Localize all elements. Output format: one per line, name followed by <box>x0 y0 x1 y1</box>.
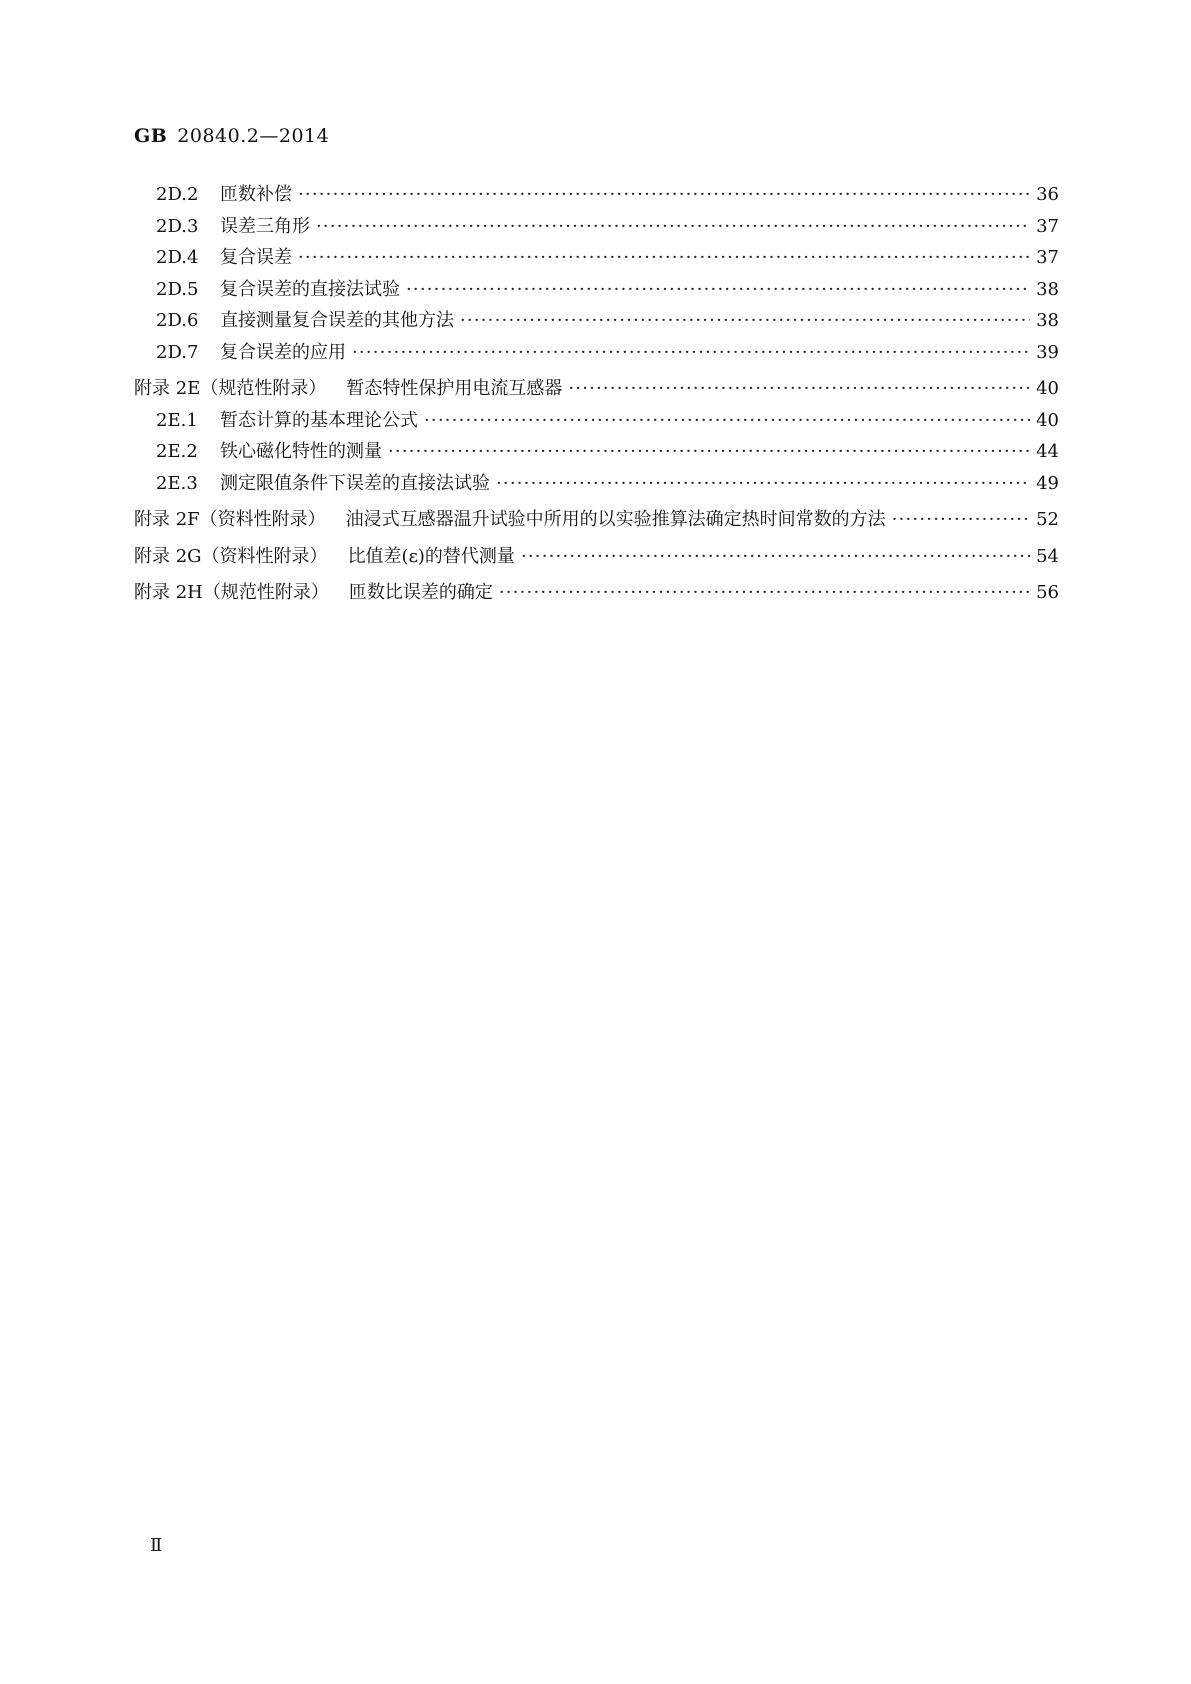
toc-entry-annex-kind: （资料性附录） <box>199 509 326 530</box>
toc-entry-page: 39 <box>1036 341 1059 363</box>
toc-entry-page: 54 <box>1036 545 1059 567</box>
toc-entry-number: 2E.2 <box>156 441 198 462</box>
toc-entry-2d2[interactable] <box>134 180 1059 212</box>
toc-entry-number: 2E.3 <box>156 472 198 494</box>
toc-entry-page: 38 <box>1036 310 1059 331</box>
toc-entry-number: 附录 2H <box>134 582 203 603</box>
toc-entry-number: 附录 2E <box>134 378 201 399</box>
toc-entry-title: 暂态计算的基本理论公式 <box>220 409 418 431</box>
toc-entry-page: 40 <box>1036 378 1059 399</box>
standard-prefix: GB <box>134 125 168 147</box>
toc-entry-number: 附录 2F <box>134 509 200 530</box>
toc-entry-title: 暂态特性保护用电流互感器 <box>346 378 563 399</box>
toc-leader-dots <box>496 473 1030 494</box>
toc-entry-annex-kind: （规范性附录） <box>202 582 329 603</box>
toc-leader-dots <box>521 546 1030 567</box>
toc-entry-2d7[interactable] <box>134 338 1059 370</box>
toc-entry-2d3[interactable] <box>134 212 1059 244</box>
toc-entry-number: 2E.1 <box>156 409 198 431</box>
toc-leader-dots <box>388 441 1030 462</box>
toc-entry-annex-2f[interactable] <box>134 505 1059 537</box>
toc-entry-page: 56 <box>1036 582 1059 603</box>
toc-leader-dots <box>352 342 1030 363</box>
toc-entry-annex-2g[interactable] <box>134 542 1059 574</box>
toc-entry-title: 比值差(ε)的替代测量 <box>347 545 515 567</box>
toc-entry-page: 49 <box>1036 472 1059 494</box>
toc-entry-title: 测定限值条件下误差的直接法试验 <box>220 472 490 494</box>
toc-entry-2e1[interactable] <box>134 406 1059 438</box>
toc-entry-page: 37 <box>1036 247 1059 268</box>
toc-entry-2e3[interactable] <box>134 469 1059 501</box>
table-of-contents <box>134 180 1059 610</box>
toc-entry-2d6[interactable] <box>134 306 1059 338</box>
toc-entry-2d5[interactable] <box>134 275 1059 307</box>
toc-entry-title: 直接测量复合误差的其他方法 <box>220 310 454 331</box>
toc-entry-page: 52 <box>1036 509 1059 530</box>
toc-leader-dots <box>316 216 1030 237</box>
page-number-footer: Ⅱ <box>150 1535 163 1556</box>
toc-leader-dots <box>406 279 1030 300</box>
toc-leader-dots <box>460 310 1030 331</box>
toc-entry-annex-kind: （资料性附录） <box>201 545 328 567</box>
standard-header <box>134 125 329 147</box>
toc-entry-title: 匝数补偿 <box>220 184 292 205</box>
toc-leader-dots <box>298 184 1030 205</box>
toc-entry-title: 复合误差 <box>220 247 292 268</box>
toc-leader-dots <box>499 582 1030 603</box>
toc-entry-title: 误差三角形 <box>220 215 310 237</box>
toc-entry-2e2[interactable] <box>134 437 1059 469</box>
toc-entry-page: 40 <box>1036 409 1059 431</box>
toc-entry-number: 2D.3 <box>156 215 199 237</box>
toc-entry-page: 37 <box>1036 215 1059 237</box>
toc-entry-page: 38 <box>1036 278 1059 300</box>
toc-entry-annex-2h[interactable] <box>134 578 1059 610</box>
toc-entry-number: 附录 2G <box>134 545 202 567</box>
toc-entry-annex-kind: （规范性附录） <box>200 378 327 399</box>
toc-entry-page: 36 <box>1036 184 1059 205</box>
toc-entry-number: 2D.6 <box>156 310 199 331</box>
toc-entry-annex-2e[interactable] <box>134 374 1059 406</box>
toc-entry-number: 2D.5 <box>156 278 199 300</box>
toc-entry-page: 44 <box>1036 441 1059 462</box>
toc-leader-dots <box>892 509 1030 530</box>
toc-entry-2d4[interactable] <box>134 243 1059 275</box>
toc-leader-dots <box>298 247 1030 268</box>
toc-entry-title: 油浸式互感器温升试验中所用的以实验推算法确定热时间常数的方法 <box>345 509 886 530</box>
toc-entry-number: 2D.2 <box>156 184 199 205</box>
toc-leader-dots <box>568 378 1030 399</box>
toc-entry-title: 铁心磁化特性的测量 <box>220 441 382 462</box>
toc-entry-title: 复合误差的直接法试验 <box>220 278 400 300</box>
toc-entry-title: 复合误差的应用 <box>220 341 346 363</box>
standard-number: 20840.2—2014 <box>177 125 330 147</box>
toc-entry-number: 2D.4 <box>156 247 199 268</box>
toc-entry-number: 2D.7 <box>156 341 199 363</box>
toc-entry-title: 匝数比误差的确定 <box>348 582 493 603</box>
toc-leader-dots <box>424 410 1030 431</box>
